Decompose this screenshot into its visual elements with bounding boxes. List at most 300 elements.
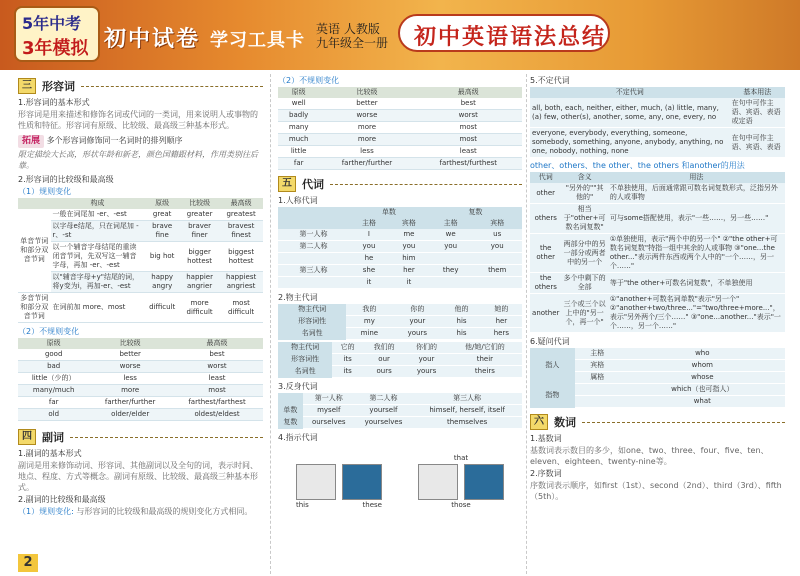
badge-top: 5年中考 bbox=[22, 14, 82, 33]
table-row bbox=[278, 253, 522, 265]
table-row bbox=[278, 405, 522, 417]
table-cell: another bbox=[530, 294, 561, 333]
table-cell: far bbox=[278, 158, 319, 170]
table-cell: his bbox=[442, 328, 480, 340]
adverb-irregular-table bbox=[278, 87, 522, 170]
interrogative-table bbox=[530, 348, 785, 408]
table-cell: happier angrier bbox=[180, 272, 219, 293]
subsection-title: 2.形容词的比较级和最高级 bbox=[18, 175, 114, 184]
paragraph: 基数词表示数目的多少，如one、two、three、four、five、ten、eleven、eighteen、twenty-nine等。 bbox=[530, 446, 769, 466]
table-cell: many bbox=[278, 122, 319, 134]
column-divider bbox=[270, 74, 271, 574]
table-cell: old bbox=[18, 409, 89, 421]
group-label: 单音节词和部分双音节词 bbox=[18, 209, 51, 293]
table-row bbox=[278, 304, 522, 316]
table-cell: more bbox=[89, 385, 171, 397]
table-cell: 宾格 bbox=[575, 360, 620, 372]
subject-info bbox=[316, 22, 388, 50]
table-cell: farther/further bbox=[89, 397, 171, 409]
table-cell: the others bbox=[530, 273, 561, 294]
table-cell: greatest bbox=[219, 209, 263, 221]
table-cell: 三个或三个以上中的"另一个，再一个" bbox=[561, 294, 607, 333]
subsection-label: （1）规则变化 bbox=[18, 187, 72, 196]
table-cell: well bbox=[278, 98, 319, 110]
these-label: these bbox=[362, 501, 382, 509]
table-header: 主格 bbox=[349, 218, 389, 229]
table-cell: whose bbox=[620, 372, 785, 384]
table-row bbox=[278, 342, 522, 354]
badge-bottom: 3年模拟 bbox=[22, 38, 89, 59]
table-cell: yourself bbox=[355, 405, 413, 417]
rule-cell: 一般在词尾加 -er、-est bbox=[51, 209, 145, 221]
table-cell: you bbox=[429, 241, 473, 253]
table-cell: less bbox=[319, 146, 414, 158]
table-cell: difficult bbox=[144, 293, 180, 323]
table-header: 比较级 bbox=[89, 338, 171, 349]
header-banner bbox=[0, 0, 800, 70]
column-3 bbox=[530, 74, 785, 503]
table-cell: I bbox=[349, 229, 389, 241]
table-cell: hers bbox=[481, 328, 522, 340]
personal-pronoun-table bbox=[278, 207, 522, 289]
table-cell: more difficult bbox=[180, 293, 219, 323]
table-cell: him bbox=[389, 253, 429, 265]
table-cell: my bbox=[346, 316, 392, 328]
text: 与形容词的比较级和最高级的规则变化方式相同。 bbox=[76, 507, 253, 516]
table-cell: "另外的""其他的" bbox=[561, 183, 607, 204]
row-label: 复数 bbox=[278, 417, 303, 429]
table-cell: yourselves bbox=[355, 417, 413, 429]
table-row bbox=[278, 366, 522, 378]
table-cell: me bbox=[389, 229, 429, 241]
table-cell bbox=[472, 253, 522, 265]
table-cell bbox=[278, 277, 349, 289]
table-cell: happiest angriest bbox=[219, 272, 263, 293]
table-cell: 不单独使用，后面通常跟可数名词复数形式，泛指另外的人或事物 bbox=[608, 183, 785, 204]
table-cell: 等于"the other+可数名词复数"，不单独使用 bbox=[608, 273, 785, 294]
table-row bbox=[18, 209, 263, 221]
table-cell: 属格 bbox=[575, 372, 620, 384]
table-cell: your bbox=[405, 354, 447, 366]
table-cell: its bbox=[332, 354, 363, 366]
row-label: 物主代词 bbox=[278, 342, 332, 354]
table-cell: whom bbox=[620, 360, 785, 372]
table-cell: us bbox=[472, 229, 522, 241]
table-cell: older/elder bbox=[89, 409, 171, 421]
table-header: 原级 bbox=[278, 87, 319, 98]
table-row bbox=[278, 122, 522, 134]
section-title: 代词 bbox=[302, 177, 324, 191]
demonstrative-figure bbox=[278, 445, 522, 511]
section-heading bbox=[530, 414, 785, 430]
table-cell: 第三人称 bbox=[412, 393, 522, 405]
table-row bbox=[530, 294, 785, 333]
table-cell: them bbox=[472, 265, 522, 277]
table-cell bbox=[575, 396, 620, 408]
table-cell: bigger hottest bbox=[180, 242, 219, 272]
table-cell: less bbox=[89, 373, 171, 385]
group-label: 多音节词和部分双音节词 bbox=[18, 293, 51, 323]
table-cell: you bbox=[349, 241, 389, 253]
section-number: 四 bbox=[18, 429, 36, 445]
table-cell: biggest hottest bbox=[219, 242, 263, 272]
table-row bbox=[18, 409, 263, 421]
table-cell: 可与some搭配使用，表示"一些……，另一些……" bbox=[608, 204, 785, 234]
table-cell: 相当于"other+可数名词复数" bbox=[561, 204, 607, 234]
section-title: 数词 bbox=[554, 415, 576, 429]
column-1 bbox=[18, 74, 263, 518]
table-row bbox=[18, 272, 263, 293]
table-cell: best bbox=[171, 349, 263, 361]
table-header: 不定代词 bbox=[530, 87, 730, 98]
section-rule bbox=[70, 437, 263, 438]
table-cell: 她的 bbox=[481, 304, 522, 316]
table-row bbox=[18, 385, 263, 397]
reflexive-table bbox=[278, 393, 522, 429]
subsection-title: 6.疑问代词 bbox=[530, 337, 570, 346]
table-row bbox=[18, 349, 263, 361]
other-usage-table bbox=[530, 172, 785, 333]
table-cell: good bbox=[18, 349, 89, 361]
table-cell: he bbox=[349, 253, 389, 265]
table-cell: they bbox=[429, 265, 473, 277]
pointing-hand-icon bbox=[342, 464, 382, 500]
table-cell: their bbox=[448, 354, 522, 366]
main-title: 初中试卷 bbox=[104, 26, 201, 52]
table-cell: it bbox=[389, 277, 429, 289]
extension-title: 多个形容词修饰同一名词时的排列顺序 bbox=[46, 136, 183, 145]
table-cell: you bbox=[389, 241, 429, 253]
table-header: 单数 bbox=[349, 207, 429, 218]
table-row bbox=[18, 397, 263, 409]
section-heading bbox=[18, 78, 263, 94]
rule-cell: 以"辅音字母+y"结尾的词，将y变为i，再加-er、-est bbox=[51, 272, 145, 293]
paragraph: 副词是用来修饰动词、形容词、其他副词以及全句的词，表示时间、地点、程度、方式等概念。副词有原级、比较级、最高级三种基本形式。 bbox=[18, 461, 258, 492]
table-header: 含义 bbox=[561, 172, 607, 183]
table-cell: the other bbox=[530, 234, 561, 273]
those-label: those bbox=[451, 501, 471, 509]
table-header bbox=[278, 207, 349, 218]
table-header: 代词 bbox=[530, 172, 561, 183]
table-header: 主格 bbox=[429, 218, 473, 229]
table-row bbox=[278, 241, 522, 253]
table-cell: best bbox=[415, 98, 522, 110]
table-cell: more bbox=[319, 134, 414, 146]
subject-label: 英语 人教版 bbox=[316, 22, 380, 36]
extension-box bbox=[18, 135, 263, 148]
table-cell: most bbox=[415, 122, 522, 134]
subsection-label: （2）不规则变化 bbox=[278, 76, 340, 85]
table-cell: ourselves bbox=[303, 417, 355, 429]
table-header: 最高级 bbox=[219, 198, 263, 209]
table-cell: 第二人称 bbox=[355, 393, 413, 405]
table-row bbox=[530, 183, 785, 204]
table-row bbox=[530, 273, 785, 294]
table-row bbox=[18, 361, 263, 373]
subsection-title: 1.副词的基本形式 bbox=[18, 449, 82, 458]
table-cell: most bbox=[171, 385, 263, 397]
table-cell: everyone, everybody, everything, someone, somebody, something, anyone, anybody, anything, no one, nobody, nothing, none bbox=[530, 128, 730, 158]
table-cell: farther/further bbox=[319, 158, 414, 170]
possessive-table-2 bbox=[278, 342, 522, 378]
that-those-figure bbox=[418, 453, 504, 511]
table-row bbox=[278, 393, 522, 405]
table-cell bbox=[429, 253, 473, 265]
subsection-title: 1.基数词 bbox=[530, 434, 562, 443]
pointing-hand-icon bbox=[418, 464, 458, 500]
table-cell: braver finer bbox=[180, 221, 219, 242]
table-cell: more bbox=[319, 122, 414, 134]
table-cell: better bbox=[89, 349, 171, 361]
table-cell: her bbox=[389, 265, 429, 277]
table-cell: 他/她/它们的 bbox=[448, 342, 522, 354]
subsection-label: （2）不规则变化 bbox=[18, 327, 80, 336]
table-cell: greater bbox=[180, 209, 219, 221]
table-row bbox=[18, 221, 263, 242]
section-title: 形容词 bbox=[42, 79, 75, 93]
table-cell: 在句中可作主语、宾语、表语或定语 bbox=[730, 98, 785, 128]
table-cell: worst bbox=[415, 110, 522, 122]
table-cell: worse bbox=[319, 110, 414, 122]
possessive-table-1 bbox=[278, 304, 522, 340]
table-cell: what bbox=[620, 396, 785, 408]
table-row bbox=[530, 384, 785, 396]
table-header: 宾格 bbox=[389, 218, 429, 229]
table-cell: least bbox=[415, 146, 522, 158]
table-cell: myself bbox=[303, 405, 355, 417]
table-cell: little（少的） bbox=[18, 373, 89, 385]
row-label: 指人 bbox=[530, 348, 575, 384]
table-cell: brave fine bbox=[144, 221, 180, 242]
section-rule bbox=[582, 422, 785, 423]
table-cell bbox=[278, 253, 349, 265]
table-row bbox=[278, 134, 522, 146]
section-rule bbox=[330, 184, 522, 185]
table-row bbox=[278, 354, 522, 366]
table-cell: 我们的 bbox=[363, 342, 405, 354]
table-row bbox=[18, 242, 263, 272]
indefinite-pronoun-table bbox=[530, 87, 785, 158]
table-row bbox=[278, 98, 522, 110]
table-cell: 第一人称 bbox=[278, 229, 349, 241]
paragraph: 序数词表示顺序，如first（1st）、second（2nd）、third（3rd）、fifth（5th）。 bbox=[530, 481, 782, 501]
table-cell: yours bbox=[405, 366, 447, 378]
table-cell: oldest/eldest bbox=[171, 409, 263, 421]
table-cell: yours bbox=[392, 328, 442, 340]
table-row bbox=[278, 158, 522, 170]
table-cell: 第一人称 bbox=[303, 393, 355, 405]
column-divider bbox=[526, 74, 527, 574]
table-cell: bravest finest bbox=[219, 221, 263, 242]
extension-tag: 拓展 bbox=[18, 135, 44, 148]
paragraph: 形容词是用来描述和修饰名词或代词的一类词，用来说明人或事物的性质和特征。形容词有原级、比较级、最高级三种基本形式。 bbox=[18, 110, 258, 130]
table-cell bbox=[429, 277, 473, 289]
subsection-title: 2.序数词 bbox=[530, 469, 562, 478]
subsection-title: 1.人称代词 bbox=[278, 196, 318, 205]
right-title: 初中英语语法总结 bbox=[414, 24, 607, 50]
row-label: 单数 bbox=[278, 405, 303, 417]
extension-text: 限定描绘大长高，形状年龄和新老，颜色国籍跟材料，作用类别往后靠。 bbox=[18, 150, 258, 170]
table-cell: her bbox=[481, 316, 522, 328]
table-header bbox=[278, 218, 349, 229]
table-cell: 两部分中的另一部分或两者中的另一个 bbox=[561, 234, 607, 273]
table-cell: 主格 bbox=[575, 348, 620, 360]
table-cell: ours bbox=[363, 366, 405, 378]
table-row bbox=[278, 328, 522, 340]
table-cell: theirs bbox=[448, 366, 522, 378]
table-header: 复数 bbox=[429, 207, 522, 218]
rule-cell: 以字母e结尾，只在词尾加 -r、-st bbox=[51, 221, 145, 242]
table-cell: others bbox=[530, 204, 561, 234]
right-title-box bbox=[398, 14, 610, 52]
subsection-title: 2.副词的比较级和最高级 bbox=[18, 495, 106, 504]
this-label: this bbox=[296, 501, 309, 509]
grade-label: 九年级全一册 bbox=[316, 36, 389, 50]
subsection-title: 3.反身代词 bbox=[278, 382, 318, 391]
table-cell: she bbox=[349, 265, 389, 277]
table-cell bbox=[575, 384, 620, 396]
table-header bbox=[18, 198, 51, 209]
table-header: 基本用法 bbox=[730, 87, 785, 98]
table-cell: worse bbox=[89, 361, 171, 373]
table-header: 原级 bbox=[18, 338, 89, 349]
paragraph bbox=[18, 506, 263, 517]
table-row bbox=[278, 229, 522, 241]
table-cell: most difficult bbox=[219, 293, 263, 323]
table-cell: farthest/furthest bbox=[415, 158, 522, 170]
table-header: 最高级 bbox=[415, 87, 522, 98]
table-row bbox=[530, 234, 785, 273]
table-cell: great bbox=[144, 209, 180, 221]
section-title: 副词 bbox=[42, 430, 64, 444]
subsection-title: 5.不定代词 bbox=[530, 76, 570, 85]
table-row bbox=[278, 316, 522, 328]
table-cell: you bbox=[472, 241, 522, 253]
irregular-table bbox=[18, 338, 263, 421]
table-header: 原级 bbox=[144, 198, 180, 209]
table-cell: bad bbox=[18, 361, 89, 373]
table-row bbox=[278, 110, 522, 122]
section-heading bbox=[278, 176, 522, 192]
row-label: 物主代词 bbox=[278, 304, 346, 316]
table-row bbox=[18, 373, 263, 385]
section-number: 五 bbox=[278, 176, 296, 192]
table-cell: 第二人称 bbox=[278, 241, 349, 253]
table-cell: badly bbox=[278, 110, 319, 122]
table-row bbox=[278, 146, 522, 158]
pointing-hand-icon bbox=[296, 464, 336, 500]
table-cell: big hot bbox=[144, 242, 180, 272]
section-heading bbox=[18, 429, 263, 445]
table-row bbox=[278, 265, 522, 277]
table-row bbox=[530, 348, 785, 360]
table-cell: other bbox=[530, 183, 561, 204]
subsection-title: 2.物主代词 bbox=[278, 293, 318, 302]
table-cell: ①单独使用，表示"两个中的另一个" ②"the other+可数名词复数"特指一组中其余的人或事物 ③"one...the other..."表示两件东西或两个人中的"一个……，另一个……" bbox=[608, 234, 785, 273]
subsection-label: other、others、the other、the others 和another的用法 bbox=[530, 161, 745, 170]
table-cell: who bbox=[620, 348, 785, 360]
table-cell: 我的 bbox=[346, 304, 392, 316]
table-cell: himself, herself, itself bbox=[412, 405, 522, 417]
table-row bbox=[18, 293, 263, 323]
table-header: 比较级 bbox=[180, 198, 219, 209]
subsection-title: 1.形容词的基本形式 bbox=[18, 98, 90, 107]
that-label: that bbox=[453, 454, 469, 462]
table-cell: 第三人称 bbox=[278, 265, 349, 277]
table-cell: your bbox=[392, 316, 442, 328]
table-header: 用法 bbox=[608, 172, 785, 183]
table-row bbox=[530, 204, 785, 234]
table-cell: 你们的 bbox=[405, 342, 447, 354]
table-cell: his bbox=[442, 316, 480, 328]
tool-card-title: 学习工具卡 bbox=[210, 30, 305, 51]
table-cell: much bbox=[278, 134, 319, 146]
row-label: 名词性 bbox=[278, 328, 346, 340]
regular-table bbox=[18, 198, 263, 323]
rule-cell: 在词前加 more、most bbox=[51, 293, 145, 323]
column-2 bbox=[278, 74, 522, 511]
table-cell: ①"another+可数名词单数"表示"另一个" ②"another+two/three..."="two/three+more..."，表示"另外两个/三个……" ③"one...another..."表示"一个……，另一个……" bbox=[608, 294, 785, 333]
table-cell: we bbox=[429, 229, 473, 241]
row-label bbox=[278, 393, 303, 405]
section-number: 三 bbox=[18, 78, 36, 94]
table-header: 比较级 bbox=[319, 87, 414, 98]
table-row bbox=[278, 417, 522, 429]
rule-cell: 以一个辅音字母结尾的重读闭音节词，先双写这一辅音字母，再加 -er、-est bbox=[51, 242, 145, 272]
table-cell: 它的 bbox=[332, 342, 363, 354]
section-number: 六 bbox=[530, 414, 548, 430]
table-cell: 你的 bbox=[392, 304, 442, 316]
table-cell bbox=[472, 277, 522, 289]
table-row bbox=[278, 277, 522, 289]
table-cell: themselves bbox=[412, 417, 522, 429]
table-cell: little bbox=[278, 146, 319, 158]
table-cell: 多个中剩下的全部 bbox=[561, 273, 607, 294]
table-row bbox=[530, 128, 785, 158]
table-cell: happy angry bbox=[144, 272, 180, 293]
table-cell: it bbox=[349, 277, 389, 289]
table-cell: all, both, each, neither, either, much, (a) little, many, (a) few, other(s), another, some, any, one, every, no bbox=[530, 98, 730, 128]
table-cell: better bbox=[319, 98, 414, 110]
this-these-figure bbox=[296, 464, 382, 511]
table-cell: worst bbox=[171, 361, 263, 373]
table-cell: least bbox=[171, 373, 263, 385]
table-cell: 在句中可作主语、宾语、表语 bbox=[730, 128, 785, 158]
table-cell: many/much bbox=[18, 385, 89, 397]
section-rule bbox=[81, 86, 263, 87]
table-header: 宾格 bbox=[472, 218, 522, 229]
row-label: 形容词性 bbox=[278, 354, 332, 366]
table-cell: farthest/farthest bbox=[171, 397, 263, 409]
row-label: 形容词性 bbox=[278, 316, 346, 328]
subsection-title: 4.指示代词 bbox=[278, 433, 318, 442]
pointing-hand-icon bbox=[464, 464, 504, 500]
table-cell: most bbox=[415, 134, 522, 146]
page-number: 2 bbox=[18, 554, 38, 572]
table-cell: mine bbox=[346, 328, 392, 340]
table-cell: 他的 bbox=[442, 304, 480, 316]
label: （1）规则变化: bbox=[18, 507, 74, 516]
brand-badge bbox=[14, 6, 100, 62]
row-label: 名词性 bbox=[278, 366, 332, 378]
table-header: 构成 bbox=[51, 198, 145, 209]
table-row bbox=[530, 98, 785, 128]
table-cell: far bbox=[18, 397, 89, 409]
table-cell: our bbox=[363, 354, 405, 366]
table-cell: its bbox=[332, 366, 363, 378]
table-header: 最高级 bbox=[171, 338, 263, 349]
table-cell: which（也可指人） bbox=[620, 384, 785, 396]
